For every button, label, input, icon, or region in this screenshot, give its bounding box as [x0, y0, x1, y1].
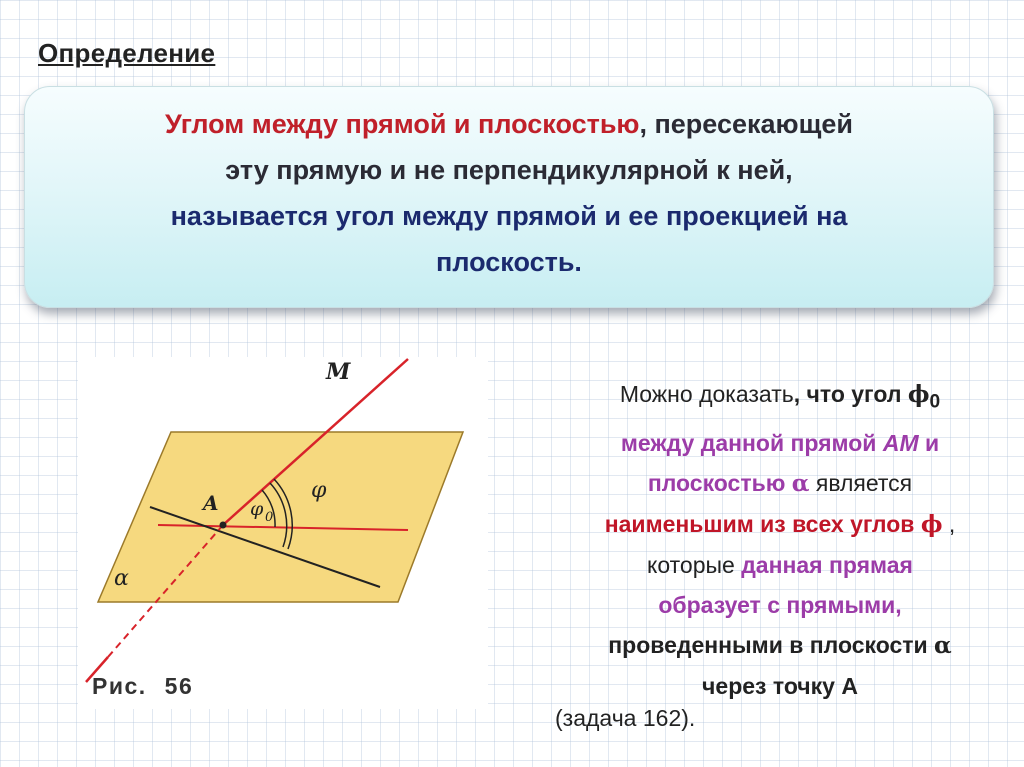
text-line-3	[540, 463, 1020, 504]
point-a	[220, 522, 227, 529]
explanation-text	[540, 374, 1020, 706]
text-drawn-in-plane: проведенными в плоскости	[608, 631, 935, 658]
plane-line-diagram	[78, 357, 488, 709]
definition-line-4: плоскость.	[436, 247, 582, 277]
phi-symbol-2: ϕ	[920, 510, 943, 538]
label-phi0: φ	[250, 498, 264, 520]
text-line-6: образует с прямыми,	[658, 591, 902, 618]
label-alpha: α	[114, 566, 129, 591]
definition-part-2: , пересекающей	[639, 109, 853, 139]
text-between-line: между данной прямой	[620, 429, 883, 456]
figure-caption	[92, 673, 193, 700]
text-that-angle: , что угол	[793, 381, 908, 407]
text-is: является	[809, 469, 913, 496]
text-line-1	[540, 374, 1020, 423]
text-comma: ,	[942, 510, 956, 537]
text-line-8: через точку А	[702, 672, 858, 699]
text-line-4	[540, 504, 1020, 545]
label-phi0-subscript: 0	[265, 510, 274, 525]
text-line-7	[540, 625, 1020, 666]
plane-alpha-shape	[98, 432, 463, 602]
figure-caption-word: Рис.	[92, 673, 147, 699]
text-given-line: данная прямая	[741, 551, 913, 578]
text-can-prove: Можно доказать	[619, 381, 794, 407]
text-line-5	[540, 545, 1020, 585]
phi-subscript: 0	[929, 391, 941, 413]
text-and: и	[918, 429, 940, 456]
label-m: M	[326, 359, 351, 385]
definition-box	[24, 86, 994, 308]
text-smallest-angle: наименьшим из всех углов	[604, 510, 921, 537]
text-which: которые	[647, 551, 742, 578]
definition-line-2: эту прямую и не перпендикулярной к ней,	[225, 155, 793, 185]
figure-56	[78, 357, 488, 709]
label-phi: φ	[311, 478, 327, 503]
task-reference: (задача 162).	[555, 705, 696, 731]
definition-term: Углом между прямой и плоскостью	[165, 109, 640, 139]
label-a: A	[203, 491, 219, 515]
page-heading: Определение	[38, 38, 216, 68]
alpha-symbol-2: α	[934, 631, 952, 659]
text-plane: плоскостью	[647, 469, 792, 496]
phi-symbol: ϕ	[907, 381, 930, 408]
text-am: АМ	[882, 429, 919, 456]
alpha-symbol: α	[791, 469, 810, 497]
figure-caption-number: 56	[164, 673, 194, 699]
text-line-2	[540, 423, 1020, 463]
definition-line-1	[65, 101, 953, 147]
definition-line-3: называется угол между прямой и ее проекцией на	[170, 201, 848, 231]
